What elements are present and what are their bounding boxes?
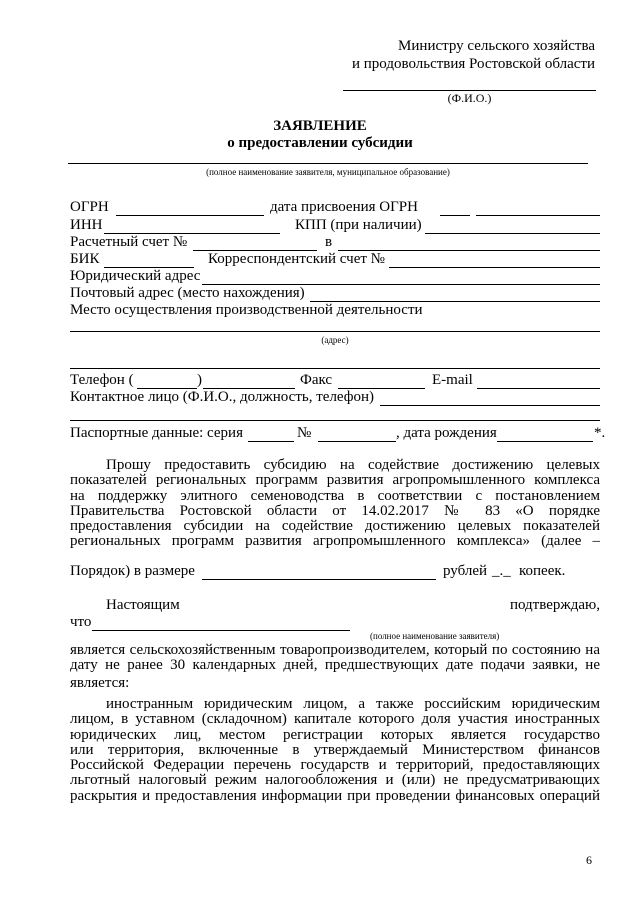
email-label: E-mail bbox=[432, 372, 473, 388]
foreign-line: юридических лиц, местом регистрации которых является государство bbox=[70, 727, 600, 743]
kopecks-label: копеек. bbox=[519, 563, 566, 579]
fio-caption: (Ф.И.О.) bbox=[447, 91, 492, 105]
corr-account-label: Корреспондентский счет № bbox=[208, 251, 385, 267]
kopecks-field[interactable]: _._ bbox=[492, 563, 511, 579]
ogrn-date-field[interactable] bbox=[476, 215, 600, 216]
request-line: Правительства Ростовской области от 14.02.2017 № 83 «О порядке bbox=[70, 503, 600, 519]
ogrn-date-label: дата присвоения ОГРН bbox=[270, 199, 418, 215]
phone-label: Телефон ( bbox=[70, 372, 134, 388]
foreign-line: иностранным юридическим лицом, а также российским юридическим bbox=[106, 697, 600, 712]
production-address-field-2[interactable] bbox=[70, 368, 600, 369]
confirm-paragraph bbox=[70, 643, 600, 674]
contact-label: Контактное лицо (Ф.И.О., должность, телефон) bbox=[70, 389, 375, 405]
that-label: что bbox=[70, 614, 92, 630]
postal-address-label: Почтовый адрес (место нахождения) bbox=[70, 285, 305, 301]
rubles-label: рублей bbox=[443, 563, 488, 579]
ogrn-label: ОГРН bbox=[70, 199, 109, 215]
page-number: 6 bbox=[586, 853, 592, 867]
amount-label: Порядок) в размере bbox=[70, 563, 195, 579]
inn-label: ИНН bbox=[70, 217, 103, 233]
recipient-line-1: Министру сельского хозяйства bbox=[398, 38, 595, 54]
kpp-field[interactable] bbox=[425, 233, 600, 234]
doc-title: ЗАЯВЛЕНИЕ bbox=[273, 118, 367, 134]
passport-number-field[interactable] bbox=[318, 441, 396, 442]
confirm-last-line: является: bbox=[70, 675, 130, 691]
applicant-caption: (полное наименование заявителя, муниципальное образование) bbox=[206, 167, 450, 177]
foreign-line: раскрытия и предоставления информации при проведении финансовых операций bbox=[70, 788, 600, 804]
kpp-label: КПП (при наличии) bbox=[295, 217, 422, 233]
foreign-line: Российской Федерации перечень государств и территорий, предоставляющих bbox=[70, 758, 600, 774]
passport-series-field[interactable] bbox=[248, 441, 294, 442]
confirm-word-1: Настоящим bbox=[106, 597, 180, 613]
foreign-line: льготный налоговый режим налогообложения и (или) не предусматривающих bbox=[70, 773, 600, 789]
confirm-applicant-field[interactable] bbox=[92, 630, 350, 631]
ogrn-field[interactable] bbox=[116, 215, 264, 216]
amount-field[interactable] bbox=[202, 579, 436, 580]
account-label: Расчетный счет № bbox=[70, 234, 188, 250]
fax-label: Факс bbox=[300, 372, 333, 388]
request-paragraph bbox=[70, 458, 600, 550]
confirm-line: является сельскохозяйственным товаропроизводителем, который по состоянию на bbox=[70, 643, 600, 658]
production-place-label: Место осуществления производственной деятельности bbox=[70, 302, 423, 318]
address-caption: (адрес) bbox=[321, 335, 349, 345]
doc-subtitle: о предоставлении субсидии bbox=[227, 135, 413, 151]
recipient-line-2: и продовольствия Ростовской области bbox=[351, 56, 595, 72]
foreign-line: или территория, включенные в утверждаемый Министерством финансов bbox=[70, 742, 600, 758]
confirm-caption: (полное наименование заявителя) bbox=[370, 631, 500, 641]
birth-date-field[interactable] bbox=[497, 441, 593, 442]
account-in-label: в bbox=[325, 234, 333, 250]
request-line: региональных программ развития агропромышленного комплекса» (далее – bbox=[70, 534, 600, 550]
contact-field-2[interactable] bbox=[70, 420, 600, 421]
footnote-star: *. bbox=[594, 425, 606, 441]
request-line: показателей региональных программ развития агропромышленного комплекса bbox=[70, 473, 600, 489]
request-line: предоставления субсидии на содействие достижению целевых показателей bbox=[70, 519, 600, 535]
ogrn-date-day-field[interactable] bbox=[440, 215, 470, 216]
corr-account-field[interactable] bbox=[389, 267, 600, 268]
request-line: на поддержку элитного семеноводства в соответствии с постановлением bbox=[70, 488, 600, 504]
contact-field[interactable] bbox=[380, 405, 600, 406]
confirm-line: дату не ранее 30 календарных дней, предшествующих дате подачи заявки, не bbox=[70, 658, 600, 674]
foreign-line: лицом, в уставном (складочном) капитале которого доля участия иностранных bbox=[70, 712, 600, 728]
legal-address-label: Юридический адрес bbox=[70, 268, 201, 284]
email-field[interactable] bbox=[477, 388, 600, 389]
phone-close: ) bbox=[197, 372, 202, 388]
foreign-paragraph bbox=[70, 697, 600, 804]
applicant-line bbox=[68, 163, 588, 164]
request-line: Прошу предоставить субсидию на содействие достижению целевых bbox=[106, 458, 600, 473]
birth-date-label: , дата рождения bbox=[396, 425, 497, 441]
confirm-word-2: подтверждаю, bbox=[509, 597, 600, 613]
passport-label: Паспортные данные: серия bbox=[70, 425, 243, 441]
bik-label: БИК bbox=[70, 251, 100, 267]
production-address-field[interactable] bbox=[70, 331, 600, 332]
passport-no-label: № bbox=[297, 425, 312, 441]
